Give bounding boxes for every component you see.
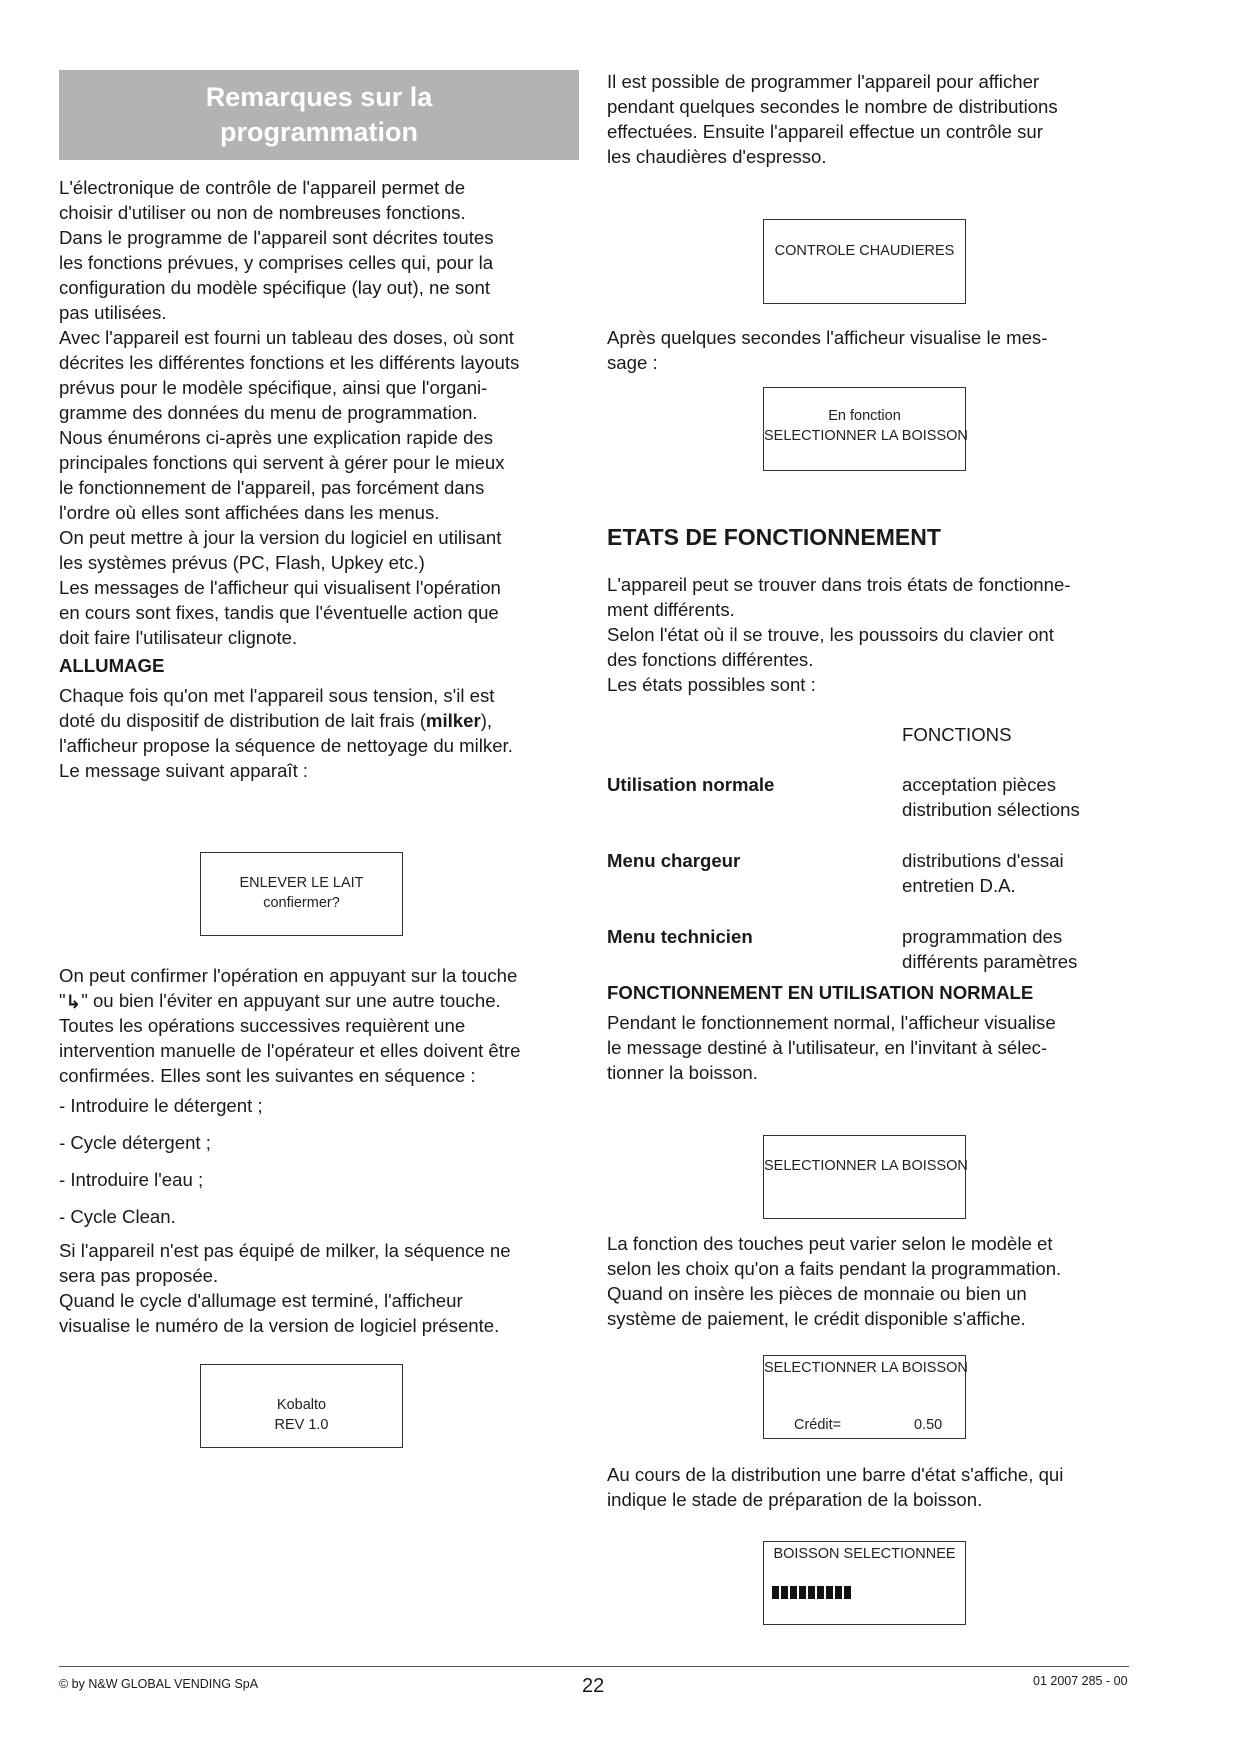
display-line: SELECTIONNER LA BOISSON: [764, 428, 968, 444]
progress-block: [781, 1586, 788, 1599]
progress-block: [835, 1586, 842, 1599]
display-milk-clean: [200, 852, 403, 936]
state-name: Utilisation normale: [607, 774, 775, 795]
progress-block: [844, 1586, 851, 1599]
display-ready: [763, 387, 966, 471]
state-functions: distributions d'essai entretien D.A.: [902, 850, 1064, 896]
step-item: - Cycle Clean.: [59, 1206, 176, 1227]
progress-block: [772, 1586, 779, 1599]
step-item: - Introduire le détergent ;: [59, 1095, 263, 1116]
display-line: ENLEVER LE LAIT: [239, 875, 364, 891]
intro-paragraph: L'électronique de contrôle de l'appareil permet de choisir d'utiliser ou non de nombreuses fonctions. Dans le programme de l'appareil sont décrites toutes les fonctions prévues, y comprises celles qui, pour la configuration du modèle spécifique (lay out), ne sont pas utilisées. Avec l'appareil est fourni un tableau des doses, où sont décrites les différentes fonctions et les différents layouts prévus pour le modèle spécifique, ainsi que l'organi- gramme des données du menu de programmation. Nous énumérons ci-après une explication rapide des principales fonctions qui servent à gérer pour le mieux le fonctionnement de l'appareil, pas forcément dans l'ordre où elles sont affichées dans les menus. On peut mettre à jour la version du logiciel en utilisant les systèmes prévus (PC, Flash, Upkey etc.) Les messages de l'afficheur qui visualisent l'opération en cours sont fixes, tandis que l'éventuelle action que doit faire l'utilisateur clignote.: [59, 177, 520, 648]
display-boiler-check: [763, 219, 966, 304]
normal-use-title: FONCTIONNEMENT EN UTILISATION NORMALE: [607, 982, 1034, 1003]
progress-paragraph: Au cours de la distribution une barre d'état s'affiche, qui indique le stade de préparation de la boisson.: [607, 1464, 1064, 1510]
display-credit: [763, 1355, 966, 1439]
state-functions: acceptation pièces distribution sélections: [902, 774, 1080, 820]
state-name: Menu chargeur: [607, 850, 741, 871]
ready-paragraph: Après quelques secondes l'afficheur visualise le mes- sage :: [607, 327, 1048, 373]
states-intro: L'appareil peut se trouver dans trois états de fonctionne- ment différents. Selon l'état où il se trouve, les poussoirs du clavier ont des fonctions différentes. Les états possibles sont :: [607, 574, 1071, 695]
step-item: - Introduire l'eau ;: [59, 1169, 204, 1190]
section-heading: Remarques sur la programmation: [59, 70, 579, 160]
display-line: CONTROLE CHAUDIERES: [774, 243, 955, 259]
states-title: ETATS DE FONCTIONNEMENT: [607, 524, 941, 550]
display-select-drink: [763, 1135, 966, 1219]
display-line: SELECTIONNER LA BOISSON: [764, 1360, 968, 1376]
credit-label: Crédit=: [794, 1417, 842, 1433]
credit-value: 0.50: [914, 1417, 943, 1433]
footer-divider: [59, 1666, 1129, 1667]
progress-block: [817, 1586, 824, 1599]
keys-paragraph: La fonction des touches peut varier selon le modèle et selon les choix qu'on a faits pendant la programmation. Quand on insère les pièces de monnaie ou bien un système de paiement, le crédit disponible s'affiche.: [607, 1233, 1062, 1329]
normal-use-paragraph: Pendant le fonctionnement normal, l'afficheur visualise le message destiné à l'utilisateur, en l'invitant à sélec- tionner la boisson.: [607, 1012, 1056, 1083]
page-number: 22: [582, 1675, 605, 1697]
display-line: SELECTIONNER LA BOISSON: [764, 1158, 968, 1174]
confirm-paragraph: On peut confirmer l'opération en appuyant sur la touche "↳" ou bien l'éviter en appuyant sur une autre touche. Toutes les opérations successives requièrent une intervention manuelle de l'opérateur et elles doivent être confirmées. Elles sont les suivantes en séquence :: [59, 965, 521, 1086]
document-code: 01 2007 285 - 00: [1033, 1674, 1128, 1688]
allumage-paragraph: Chaque fois qu'on met l'appareil sous tension, s'il est doté du dispositif de distribution de lait frais (milker), l'afficheur propose la séquence de nettoyage du milker. Le message suivant apparaît :: [59, 685, 513, 781]
display-line: En fonction: [828, 408, 901, 424]
display-version: [200, 1364, 403, 1448]
display-line: REV 1.0: [274, 1417, 329, 1433]
functions-header: FONCTIONS: [902, 724, 1012, 745]
enter-key-icon: ↳: [65, 991, 82, 1012]
display-line: confiermer?: [263, 895, 340, 911]
progress-block: [808, 1586, 815, 1599]
milker-term: milker: [425, 710, 481, 731]
progress-block: [790, 1586, 797, 1599]
progress-block: [799, 1586, 806, 1599]
copyright: © by N&W GLOBAL VENDING SpA: [59, 1677, 259, 1691]
display-line: Kobalto: [276, 1397, 327, 1413]
state-functions: programmation des différents paramètres: [902, 926, 1078, 972]
progress-block: [826, 1586, 833, 1599]
allumage-title: ALLUMAGE: [59, 655, 165, 676]
display-progress: [763, 1541, 966, 1625]
display-line: BOISSON SELECTIONNEE: [773, 1546, 956, 1562]
step-item: - Cycle détergent ;: [59, 1132, 211, 1153]
state-name: Menu technicien: [607, 926, 753, 947]
boiler-paragraph: Il est possible de programmer l'appareil pour afficher pendant quelques secondes le nombre de distributions effectuées. Ensuite l'appareil effectue un contrôle sur les chaudières d'espresso.: [607, 71, 1058, 167]
progress-bar: [772, 1586, 851, 1599]
no-milker-paragraph: Si l'appareil n'est pas équipé de milker, la séquence ne sera pas proposée. Quand le cycle d'allumage est terminé, l'afficheur visualise le numéro de la version de logiciel présente.: [59, 1240, 511, 1336]
